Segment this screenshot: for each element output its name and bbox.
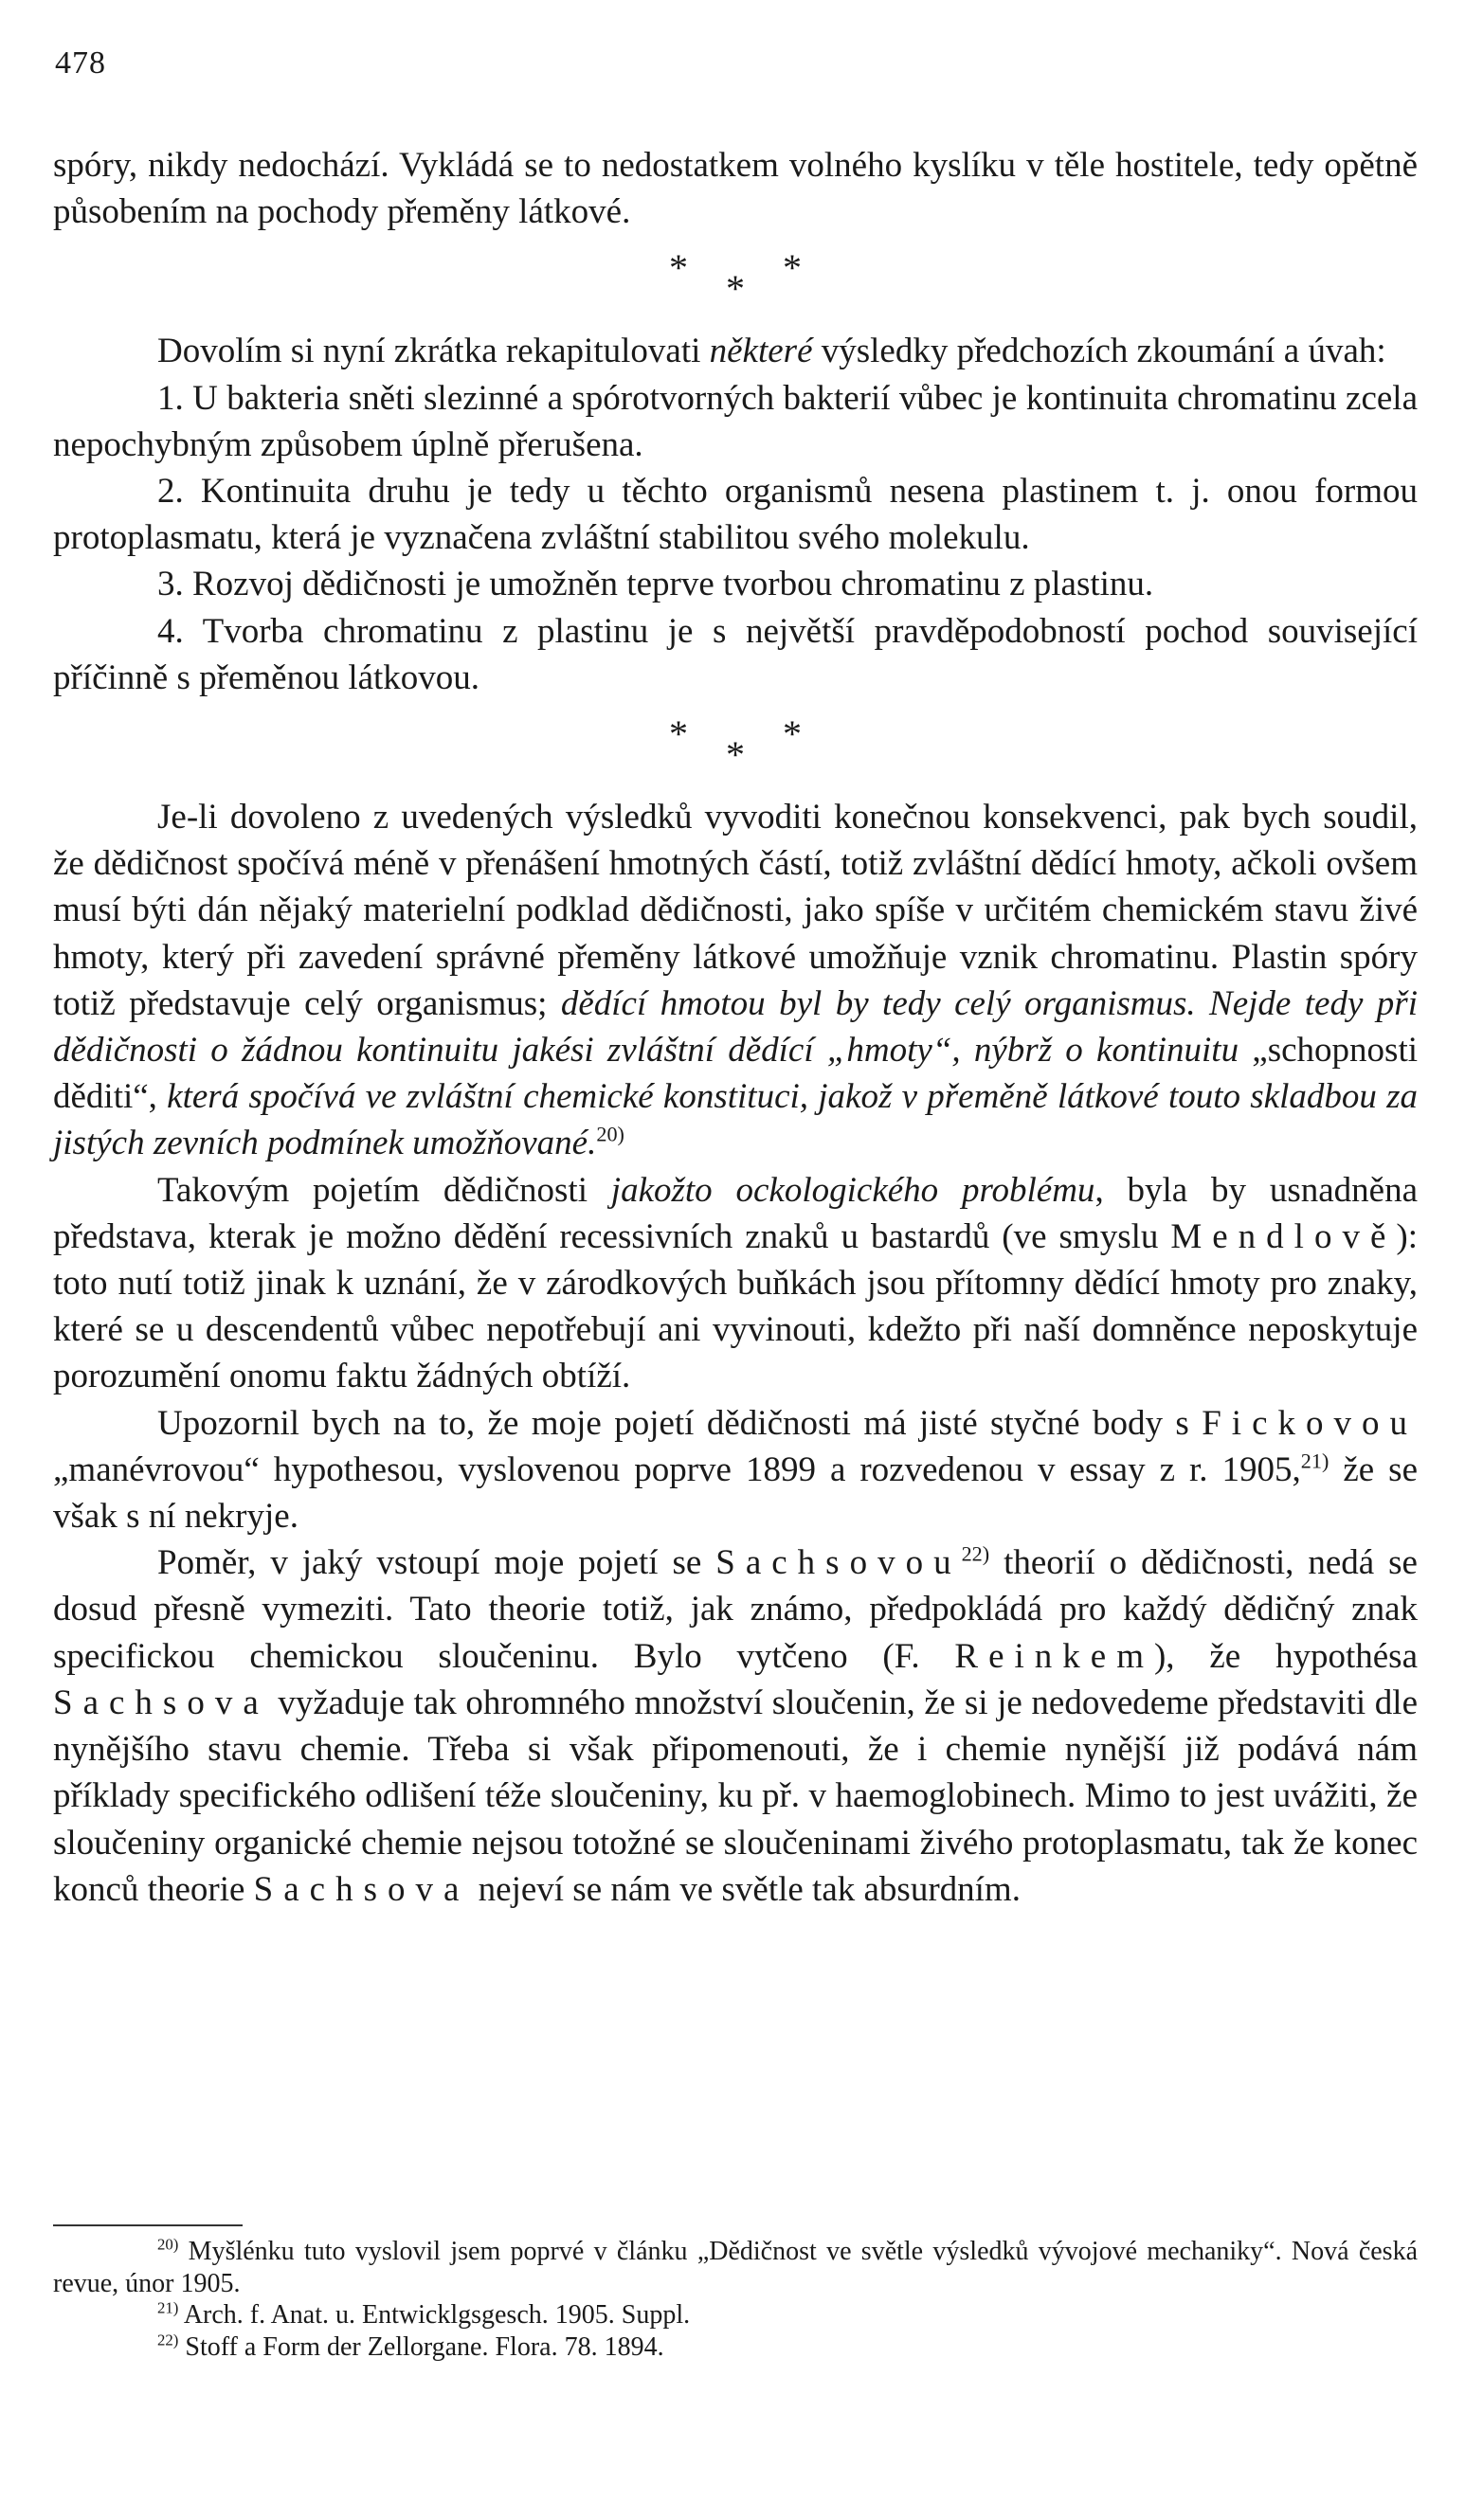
- divider-star: *: [726, 733, 745, 777]
- divider-star: *: [783, 712, 802, 756]
- divider-star: *: [726, 267, 745, 311]
- footnote: $^{22)}$ Stoff a Form der Zellorgane. Flora. 78. 1894.: [157, 2331, 664, 2362]
- footnote: $^{20)}$ Myšlénku tuto vyslovil jsem poprvé v článku „Dědičnost ve světle výsledků vývojové mechaniky“. Nová česká revue, únor 1905.: [53, 2235, 1418, 2298]
- footnote-ref: 20): [596, 1123, 624, 1147]
- paragraph-continued: spóry, nikdy nedochází. Vykládá se to nedostatkem volného kyslíku v těle hostitele, tedy opětně působením na pochody přeměny látkové.: [53, 146, 1418, 232]
- body-text: [53, 142, 1418, 1913]
- section-divider: [53, 701, 1418, 794]
- author-name: Sachsovou: [715, 1543, 962, 1583]
- section-divider: [53, 235, 1418, 328]
- footnotes: [53, 2236, 1418, 2363]
- author-name: Sachsova: [53, 1683, 269, 1722]
- divider-star: *: [669, 246, 688, 290]
- list-item: 1. U bakteria sněti slezinné a spórotvorných bakterií vůbec je kontinuita chromatinu zcela nepochybným způsobem úplně přerušena.: [53, 378, 1418, 464]
- page-number: 478: [55, 45, 106, 81]
- footnote-ref: 22): [961, 1541, 990, 1566]
- paragraph: Je-li dovoleno z uvedených výsledků vyvoditi konečnou konsekvenci, pak bych soudil, že dědičnost spočívá méně v přenášení hmotných částí, totiž zvláštní dědící hmoty, ačkoli ovšem musí býti dán nějaký materielní podklad dědičnosti, jako spíše v určitém chemickém stavu živé hmoty, který při zavedení správné přeměny látkové umožňuje vznik chromatinu. Plastin spóry totiž představuje celý organismus; dědící hmotou byl by tedy celý organismus. Nejde tedy při dědičnosti o žádnou kontinuitu jakési zvláštní dědící „hmoty“, nýbrž o kontinuitu „schopnosti děditi“, která spočívá ve zvláštní chemické konstituci, jakož v přeměně látkové touto skladbou za jistých zevních podmínek umožňované.$^{20)}$: [53, 798, 1418, 1163]
- paragraph: Poměr, v jaký vstoupí moje pojetí se Sachsovou$^{22)}$ theorií o dědičnosti, nedá se dosud přesně vymeziti. Tato theorie totiž, jak známo, předpokládá pro každý dědičný znak specifickou chemickou sloučeninu. Bylo vytčeno (F. Reinkem), že hypothésa Sachsova vyžaduje tak ohromného množství sloučenin, že si je nedovedeme představiti dle nynějšího stavu chemie. Třeba si však připomenouti, že i chemie nynější již podává nám příklady specifického odlišení téže sloučeniny, ku př. v haemoglobinech. Mimo to jest uvážiti, že sloučeniny organické chemie nejsou totožné se sloučeninami živého protoplasmatu, tak že konec konců theorie Sachsova nejeví se nám ve světle tak absurdním.: [53, 1541, 1418, 1909]
- list-item: 3. Rozvoj dědičnosti je umožněn teprve tvorbou chromatinu z plastinu.: [157, 565, 1154, 604]
- paragraph: Upozornil bych na to, že moje pojetí dědičnosti má jisté styčné body s Fickovou „manévrovou“ hypothesou, vyslovenou poprve 1899 a rozvedenou v essay z r. 1905,$^{21)}$ že se však s ní nekryje.: [53, 1403, 1418, 1537]
- paragraph: Takovým pojetím dědičnosti jakožto ockologického problému, byla by usnadněna představa, kterak je možno dědění recessivních znaků u bastardů (ve smyslu Mendlově): toto nutí totiž jinak k uznání, že v zárodkových buňkách jsou přítomny dědící hmoty pro znaky, které se u descendentů vůbec nepotřebují ani vyvinouti, kdežto při naší domněnce neposkytuje porozumění onomu faktu žádných obtíží.: [53, 1170, 1418, 1396]
- divider-star: *: [783, 246, 802, 290]
- footnote-divider: [53, 2224, 243, 2226]
- author-name: Mendlově: [1170, 1216, 1397, 1256]
- list-item: 4. Tvorba chromatinu z plastinu je s největší pravděpodobností pochod související příčinně s přeměnou látkovou.: [53, 611, 1418, 697]
- list-item: 2. Kontinuita druhu je tedy u těchto organismů nesena plastinem t. j. onou formou protoplasmatu, která je vyznačena zvláštní stabilitou svého molekulu.: [53, 472, 1418, 558]
- footnote: $^{21)}$ Arch. f. Anat. u. Entwicklgsgesch. 1905. Suppl.: [157, 2298, 691, 2331]
- divider-star: *: [669, 712, 688, 756]
- author-name: Sachsova: [253, 1869, 470, 1909]
- recap-intro: Dovolím si nyní zkrátka rekapitulovati některé výsledky předchozích zkoumání a úvah:: [157, 332, 1386, 371]
- footnote-ref: 21): [1300, 1449, 1329, 1473]
- author-name: Reinkem: [954, 1636, 1154, 1676]
- author-name: Fickovou: [1202, 1403, 1418, 1443]
